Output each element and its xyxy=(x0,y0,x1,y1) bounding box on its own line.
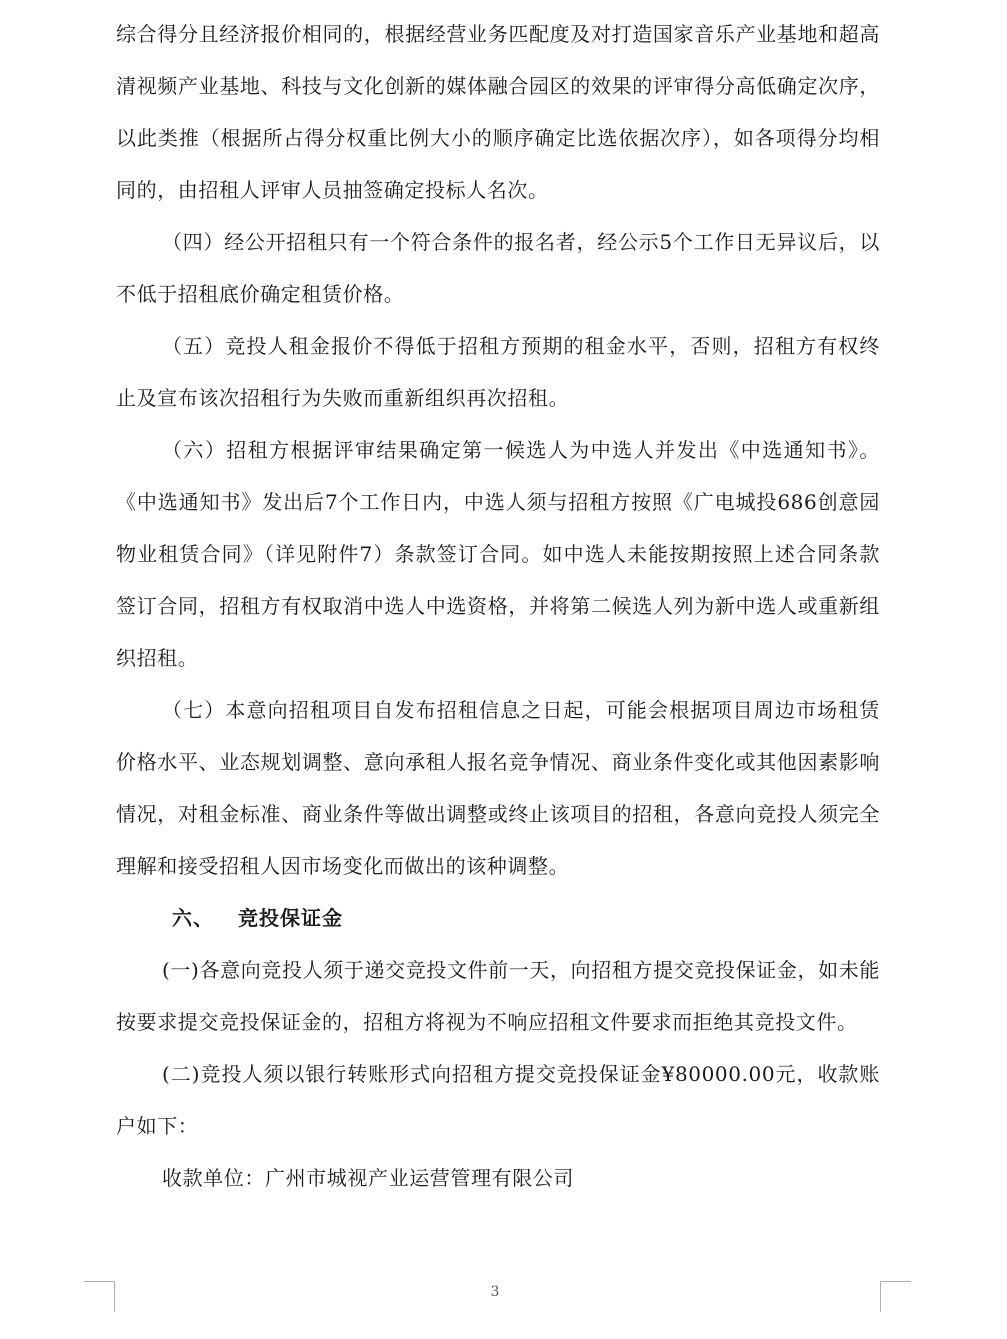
section-heading xyxy=(116,892,880,944)
deposit-paragraph-1: (一)各意向竞投人须于递交竞投文件前一天，向招租方提交竞投保证金，如未能按要求提交竞投保证金的，招租方将视为不响应招租文件要求而拒绝其竞投文件。 xyxy=(116,958,880,1034)
paragraph-item-6: （六）招租方根据评审结果确定第一候选人为中选人并发出《中选通知书》。《中选通知书》发出后7个工作日内，中选人须与招租方按照《广电城投686创意园物业租赁合同》（详见附件7）条款签订合同。如中选人未能按期按照上述合同条款签订合同，招租方有权取消中选人中选资格，并将第二候选人列为新中选人或重新组织招租。 xyxy=(116,438,880,670)
paragraph-item-7: （七）本意向招租项目自发布招租信息之日起，可能会根据项目周边市场租赁价格水平、业态规划调整、意向承租人报名竞争情况、商业条件变化或其他因素影响情况，对租金标准、商业条件等做出调整或终止该项目的招租，各意向竞投人须完全理解和接受招租人因市场变化而做出的该种调整。 xyxy=(116,698,880,878)
section-heading-number: 六、 xyxy=(172,906,214,930)
paragraph-item-4: （四）经公开招租只有一个符合条件的报名者，经公示5个工作日无异议后，以不低于招租底价确定租赁价格。 xyxy=(116,230,880,306)
payee-line: 收款单位：广州市城视产业运营管理有限公司 xyxy=(162,1166,574,1190)
document-body xyxy=(116,8,880,1204)
paragraph-item-5: （五）竞投人租金报价不得低于招租方预期的租金水平，否则，招租方有权终止及宣布该次招租行为失败而重新组织再次招租。 xyxy=(116,334,880,410)
paragraph-continuation: 综合得分且经济报价相同的，根据经营业务匹配度及对打造国家音乐产业基地和超高清视频产业基地、科技与文化创新的媒体融合园区的效果的评审得分高低确定次序，以此类推（根据所占得分权重比例大小的顺序确定比选依据次序），如各项得分均相同的，由招租人评审人员抽签确定投标人名次。 xyxy=(116,22,880,202)
page-number: 3 xyxy=(490,1284,500,1300)
deposit-paragraph-2: (二)竞投人须以银行转账形式向招租方提交竞投保证金¥80000.00元，收款账户如下： xyxy=(116,1062,880,1138)
section-heading-title: 竞投保证金 xyxy=(238,906,343,930)
